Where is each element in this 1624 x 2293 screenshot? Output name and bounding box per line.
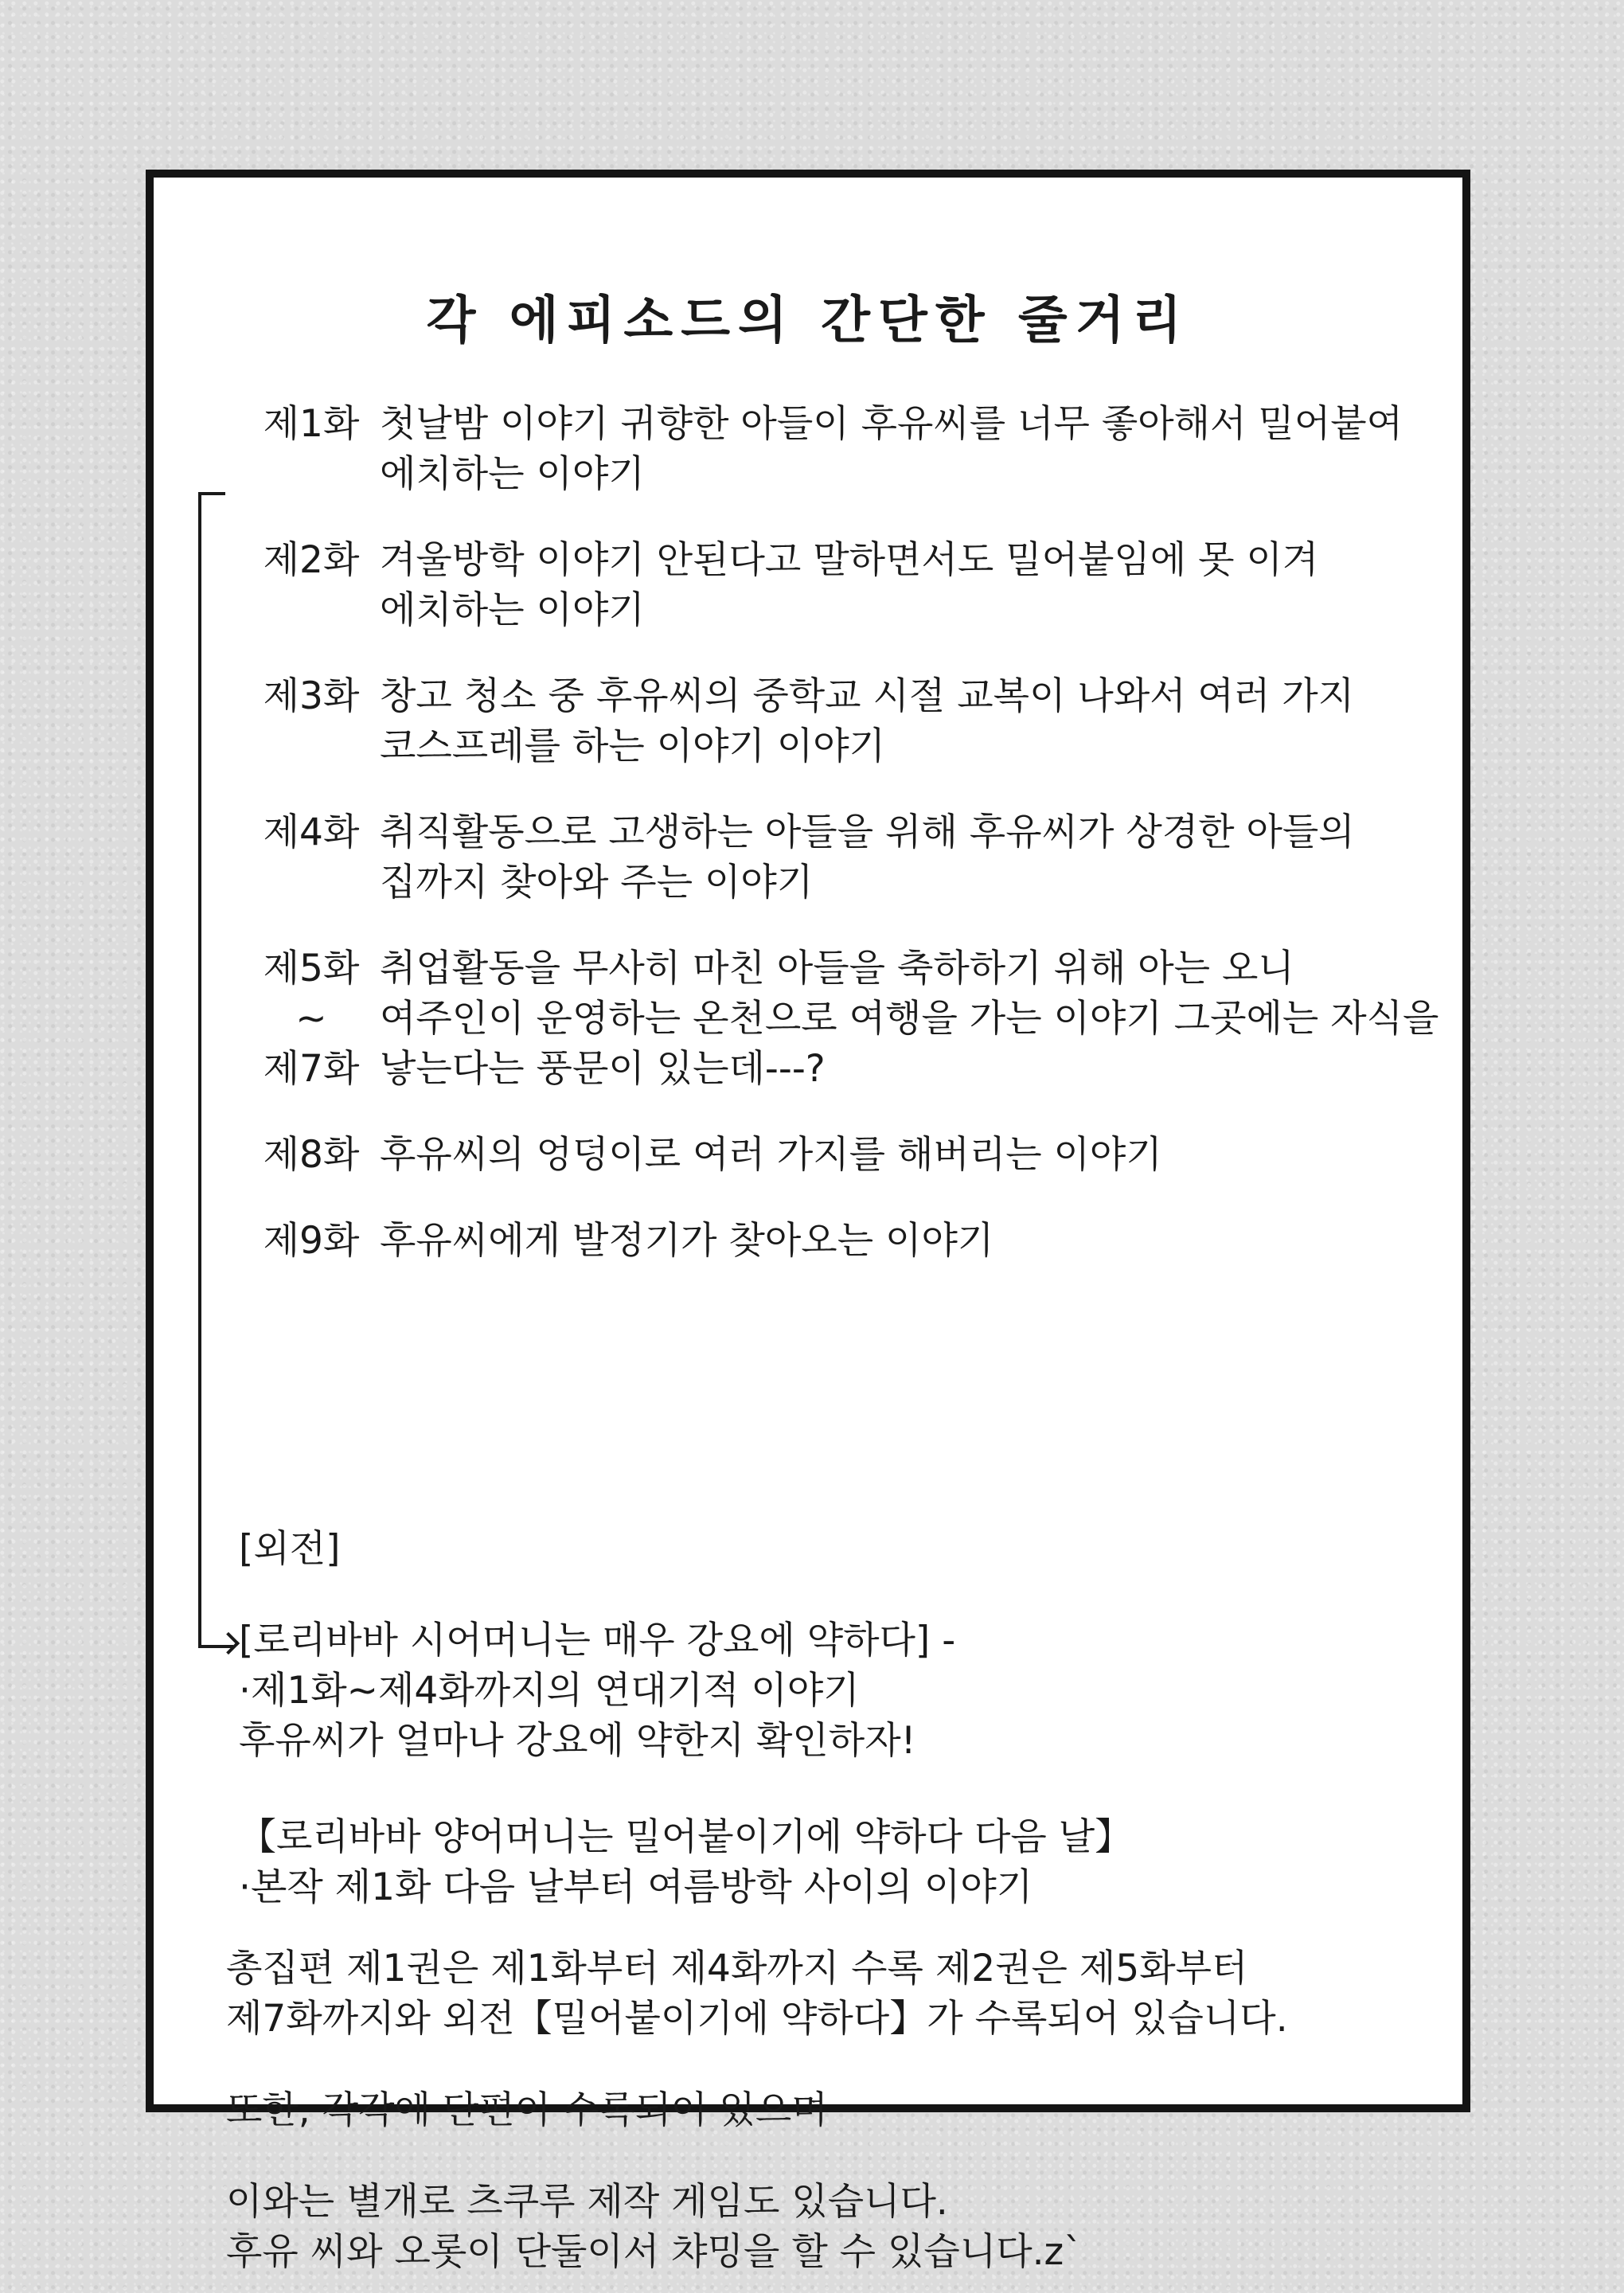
shorts-note: 또한, 각각에 단편이 수록되어 있으며 bbox=[226, 2088, 828, 2132]
episode-item bbox=[243, 535, 1469, 635]
episode-number: 제2화 bbox=[263, 538, 360, 582]
episode-summary: 후유씨의 엉덩이로 여러 가지를 해버리는 이야기 bbox=[380, 1133, 1162, 1177]
episode-summary: 취업활동을 무사히 마친 아들을 축하하기 위해 아는 오니 여주인이 운영하는 온천으로 여행을 가는 이야기 그곳에는 자식을 낳는다는 풍문이 있는데---? bbox=[380, 947, 1439, 1091]
bracket-line bbox=[198, 492, 225, 1648]
episode-number: 제8화 bbox=[263, 1133, 360, 1177]
episode-summary: 첫날밤 이야기 귀향한 아들이 후유씨를 너무 좋아해서 밀어붙여 에치하는 이야기 bbox=[380, 402, 1403, 496]
page-title: 각 에피소드의 간단한 줄거리 bbox=[426, 291, 1190, 350]
episode-number: 제3화 bbox=[263, 674, 360, 718]
episode-number: 제4화 bbox=[263, 811, 360, 854]
summary-panel bbox=[146, 170, 1470, 2274]
episode-number: 제9화 bbox=[263, 1219, 360, 1263]
episode-summary: 창고 청소 중 후유씨의 중학교 시절 교복이 나와서 여러 가지 코스프레를 하는 이야기 이야기 bbox=[380, 674, 1355, 768]
side-story-2: 【로리바바 양어머니는 밀어붙이기에 약하다 다음 날】 ·본작 제1화 다음 날부터 여름방학 사이의 이야기 bbox=[239, 1815, 1133, 1909]
episode-summary: 취직활동으로 고생하는 아들을 위해 후유씨가 상경한 아들의 집까지 찾아와 주는 이야기 bbox=[380, 811, 1355, 904]
episode-number: 제5화 ~ 제7화 bbox=[263, 947, 360, 1091]
episode-item bbox=[243, 1216, 1469, 1266]
episode-item bbox=[243, 399, 1469, 499]
side-story-1: [로리바바 시어머니는 매우 강요에 약하다] - ·제1화~제4화까지의 연대기적 이야기 후유씨가 얼마나 강요에 약한지 확인하자! bbox=[239, 1619, 956, 1763]
episode-item bbox=[243, 671, 1469, 771]
episode-item bbox=[243, 1130, 1469, 1180]
episode-summary: 겨울방학 이야기 안된다고 말하면서도 밀어붙임에 못 이겨 에치하는 이야기 bbox=[380, 538, 1319, 632]
episode-item bbox=[243, 807, 1469, 908]
episode-list bbox=[243, 399, 1469, 1302]
episode-summary: 후유씨에게 발정기가 찾아오는 이야기 bbox=[380, 1219, 994, 1263]
notes-section bbox=[226, 1943, 1436, 2277]
episode-item bbox=[243, 943, 1469, 1094]
game-note: 이와는 별개로 츠쿠루 제작 게임도 있습니다. 후유 씨와 오롯이 단둘이서 챠밍을 할 수 있습니다.z` bbox=[226, 2180, 1083, 2274]
compilation-note: 총집편 제1권은 제1화부터 제4화까지 수록 제2권은 제5화부터 제7화까지와 외전【밀어붙이기에 약하다】가 수록되어 있습니다. bbox=[226, 1947, 1288, 2041]
side-story-heading: [외전] bbox=[239, 1527, 341, 1571]
side-story-section bbox=[239, 1524, 1433, 1912]
episode-number: 제1화 bbox=[263, 402, 360, 446]
